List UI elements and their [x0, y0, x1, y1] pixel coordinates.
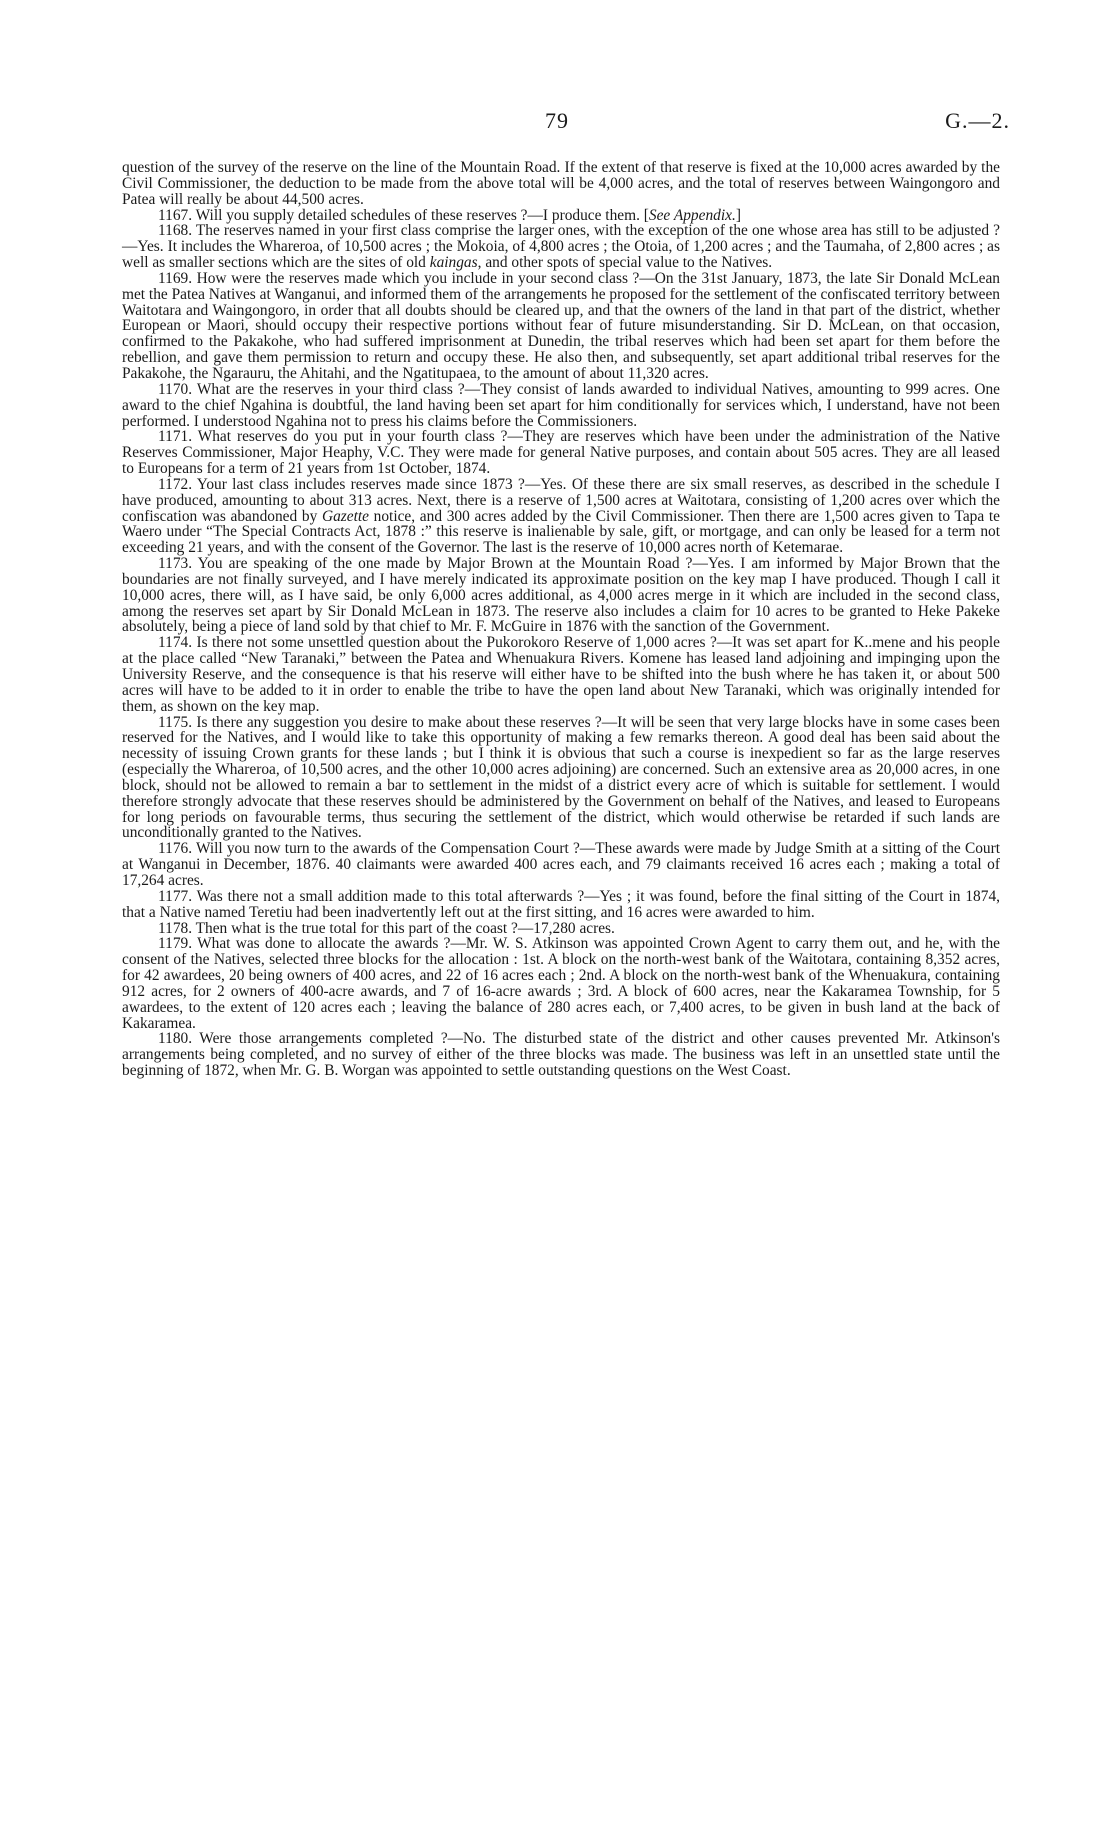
italic-text: kaingas [429, 254, 478, 272]
paragraph-1168 [122, 223, 1000, 271]
paragraph-text: 1173. You are speaking of the one made by Major Brown at the Mountain Road ?—Yes. I am informed by Major Brown that the boundaries are not finally surveyed, and I have merely indicated its approximate position on the key map I have produced. Though I call it 10,000 acres, there will, as I have said, be only 6,000 acres additional, as 4,000 acres merge in it which are included in the second class, among the reserves set apart by Sir Donald McLean in 1873. The reserve also includes a claim for 10 acres to be granted to Heke Pakeke absolutely, being a piece of land sold by that chief to Mr. F. McGuire in 1876 with the sanction of the Government. [122, 555, 1000, 636]
paragraph-1177 [122, 889, 1000, 921]
paragraph-1179 [122, 936, 1000, 1031]
paragraph-1180 [122, 1031, 1000, 1079]
paragraph-text: 1172. Your last class includes reserves made since 1873 ?—Yes. Of these there are six small reserves, as described in the schedule I have produced, amounting to about 313 acres. Next, there is a reserve of 1,500 acres at Waitotara, consisting of 1,200 acres over which the confiscation was abandoned by [122, 475, 1000, 525]
paragraph-1174 [122, 635, 1000, 714]
paragraph-text: question of the survey of the reserve on the line of the Mountain Road. If the extent of that reserve is fixed at the 10,000 acres awarded by the Civil Commissioner, the deduction to be made from the above total will be 4,000 acres, and the total of reserves between Waingongoro and Patea will really be about 44,500 acres. [122, 159, 1000, 208]
page-header [0, 108, 1114, 140]
paragraph-text: 1176. Will you now turn to the awards of the Compensation Court ?—These awards were made by Judge Smith at a sitting of the Court at Wanganui in December, 1876. 40 claimants were awarded 400 acres each, and 79 claimants received 16 acres each ; making a total of 17,264 acres. [122, 840, 1000, 889]
paragraph-1172 [122, 477, 1000, 556]
paragraph-1171 [122, 429, 1000, 477]
paragraph-text: ] [735, 206, 741, 224]
paragraph-1169 [122, 271, 1000, 382]
paragraph-text: 1167. Will you supply detailed schedules of these reserves ?—I produce them. [ [158, 206, 649, 224]
paragraph-cont [122, 160, 1000, 208]
paragraph-text: 1175. Is there any suggestion you desire to make about these reserves ?—It will be seen that very large blocks have in some cases been reserved for the Natives, and I would like to take this opportunity of making a few remarks thereon. A good deal has been said about the necessity of issuing Crown grants for these lands ; but I think it is obvious that such a course is inexpedient so far as the large reserves (especially the Whareroa, of 10,500 acres, and the other 10,000 acres adjoining) are concerned. Such an extensive area as 20,000 acres, in one block, should not be allowed to remain a bar to settlement in the midst of a district every acre of which is suitable for settlement. I would therefore strongly advocate that these reserves should be administered by the Government on behalf of the Natives, and leased to Europeans for long periods on favourable terms, thus securing the settlement of the district, which would otherwise be retarded if such lands are unconditionally granted to the Natives. [122, 713, 1000, 842]
paragraph-text: 1171. What reserves do you put in your fourth class ?—They are reserves which have been under the administration of the Native Reserves Commissioner, Major Heaphy, V.C. They were made for general Native purposes, and contain about 505 acres. They are all leased to Europeans for a term of 21 years from 1st October, 1874. [122, 428, 1000, 478]
italic-text: Gazette [321, 507, 369, 525]
document-reference: G.—2. [945, 108, 1010, 133]
paragraph-1170 [122, 382, 1000, 430]
paragraph-text: , and other spots of special value to the Natives. [477, 254, 773, 272]
paragraph-text: 1179. What was done to allocate the awards ?—Mr. W. S. Atkinson was appointed Crown Agent to carry them out, and he, with the consent of the Natives, selected three blocks for the allocation : 1st. A block on the north-west bank of the Waitotara, containing 8,352 acres, for 42 awardees, 20 being owners of 400 acres, and 22 of 16 acres each ; 2nd. A block on the north-west bank of the Whenuakura, containing 912 acres, for 2 owners of 400-acre awards, and 7 of 16-acre awards ; 3rd. A block of 600 acres, near the Kakaramea Township, for 5 awardees, to the extent of 120 acres each ; leaving the balance of 280 acres each, or 7,400 acres, to be given in bush land at the back of Kakaramea. [122, 935, 1000, 1032]
paragraph-1173 [122, 556, 1000, 635]
paragraph-1175 [122, 715, 1000, 842]
paragraph-1167 [122, 208, 1000, 224]
paragraph-text: notice, and 300 acres added by the Civil Commissioner. Then there are 1,500 acres given to Tapa te Waero under “The Special Contracts Act, 1878 :” this reserve is inalienable by sale, gift, or mortgage, and can only be leased for a term not exceeding 21 years, and with the consent of the Governor. The last is the reserve of 10,000 acres north of Ketemarae. [122, 507, 1000, 557]
page-number: 79 [545, 108, 569, 133]
paragraph-text: 1170. What are the reserves in your third class ?—They consist of lands awarded to individual Natives, amounting to 999 acres. One award to the chief Ngahina is doubtful, the land having been set apart for him conditionally for services which, I understand, have not been performed. I understood Ngahina not to press his claims before the Commissioners. [122, 380, 1000, 430]
paragraph-text: 1180. Were those arrangements completed ?—No. The disturbed state of the district and other causes prevented Mr. Atkinson's arrangements being completed, and no survey of either of the three blocks was made. The business was left in an unsettled state until the beginning of 1872, when Mr. G. B. Worgan was appointed to settle outstanding questions on the West Coast. [122, 1030, 1000, 1080]
paragraph-1178 [122, 921, 1000, 937]
paragraph-text: 1174. Is there not some unsettled question about the Pukorokoro Reserve of 1,000 acres ?—It was set apart for K..mene and his people at the place called “New Taranaki,” between the Patea and Whenuakura Rivers. Komene has leased land adjoining and impinging upon the University Reserve, and the consequence is that his reserve will either have to be shifted into the bush where he has taken it, or about 500 acres will have to be added to it in order to enable the tribe to have the open land about New Taranaki, which was originally intended for them, as shown on the key map. [122, 634, 1000, 715]
body-text [122, 160, 1000, 1079]
paragraph-text: 1177. Was there not a small addition made to this total afterwards ?—Yes ; it was found, before the final sitting of the Court in 1874, that a Native named Teretiu had been inadvertently left out at the first sitting, and 16 acres were awarded to him. [122, 887, 1000, 921]
paragraph-text: 1178. Then what is the true total for this part of the coast ?—17,280 acres. [158, 919, 615, 937]
paragraph-text: 1169. How were the reserves made which you include in your second class ?—On the 31st January, 1873, the late Sir Donald McLean met the Patea Natives at Wanganui, and informed them of the arrangements he proposed for the settlement of the confiscated territory between Waitotara and Waingongoro, in order that all doubts should be cleared up, and that the owners of the land in that part of the district, whether European or Maori, should occupy their respective portions without fear of future misunderstanding. Sir D. McLean, on that occasion, confirmed to the Pakakohe, who had suffered imprisonment at Dunedin, the tribal reserves which had been set apart for them before the rebellion, and gave them permission to return and occupy these. He also then, and subsequently, set apart additional tribal reserves for the Pakakohe, the Ngarauru, the Ahitahi, and the Ngatitupaea, to the amount of about 11,320 acres. [122, 269, 1000, 382]
paragraph-text: 1168. The reserves named in your first class comprise the larger ones, with the exception of the one whose area has still to be adjusted ?—Yes. It includes the Whareroa, of 10,500 acres ; the Mokoia, of 4,800 acres ; the Otoia, of 1,200 acres ; and the Taumaha, of 2,800 acres ; as well as smaller sections which are the sites of old [122, 222, 1000, 272]
paragraph-1176 [122, 841, 1000, 889]
italic-text: See Appendix. [648, 206, 736, 224]
